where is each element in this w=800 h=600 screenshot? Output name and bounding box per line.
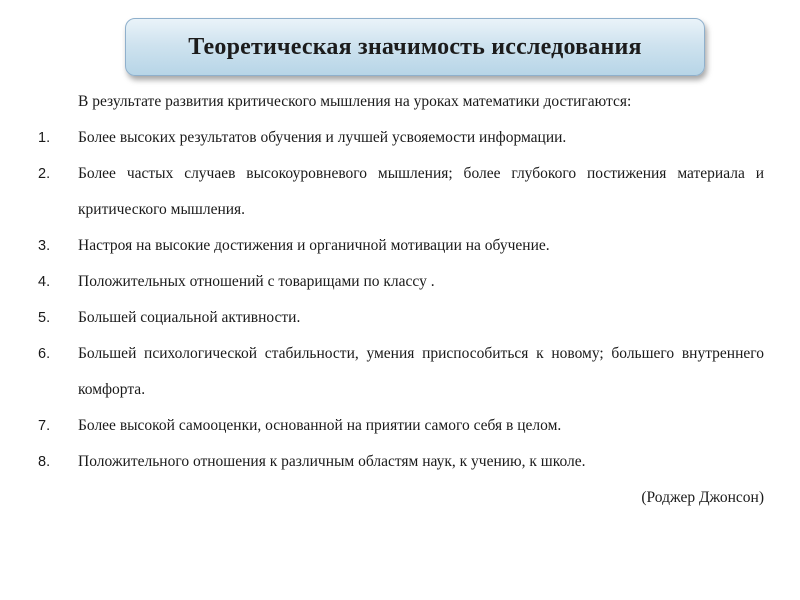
list-item-text: Более высокой самооценки, основанной на приятии самого себя в целом. [78,417,562,434]
page-title: Теоретическая значимость исследования [188,33,642,60]
list-item-number: 1. [38,130,51,146]
list-item [38,120,764,156]
list-item-number: 6. [38,346,51,362]
list-item [38,444,764,480]
list-item-number: 7. [38,418,51,434]
list-item-number: 2. [38,166,51,182]
list-item-text: Положительных отношений с товарищами по классу . [78,273,435,290]
results-list [38,120,764,480]
list-item [38,300,764,336]
list-item-text: Большей психологической стабильности, умения приспособиться к новому; большего внутреннего комфорта. [78,345,764,398]
list-item [38,228,764,264]
intro-paragraph: В результате развития критического мышления на уроках математики достигаются: [78,93,632,110]
list-item [38,336,764,408]
list-item-number: 8. [38,454,51,470]
list-item-number: 3. [38,238,51,254]
list-item-text: Положительного отношения к различным областям наук, к учению, к школе. [78,453,586,470]
list-item [38,156,764,228]
title-banner [125,18,705,76]
author-attribution: (Роджер Джонсон) [641,489,764,506]
list-item-text: Более частых случаев высокоуровневого мышления; более глубокого постижения материала и критического мышления. [78,165,764,218]
list-item-number: 4. [38,274,51,290]
list-item-number: 5. [38,310,51,326]
list-item-text: Большей социальной активности. [78,309,301,326]
list-item [38,408,764,444]
slide-body [38,84,764,516]
list-item-text: Настроя на высокие достижения и органичной мотивации на обучение. [78,237,550,254]
list-item [38,264,764,300]
list-item-text: Более высоких результатов обучения и лучшей усвояемости информации. [78,129,567,146]
